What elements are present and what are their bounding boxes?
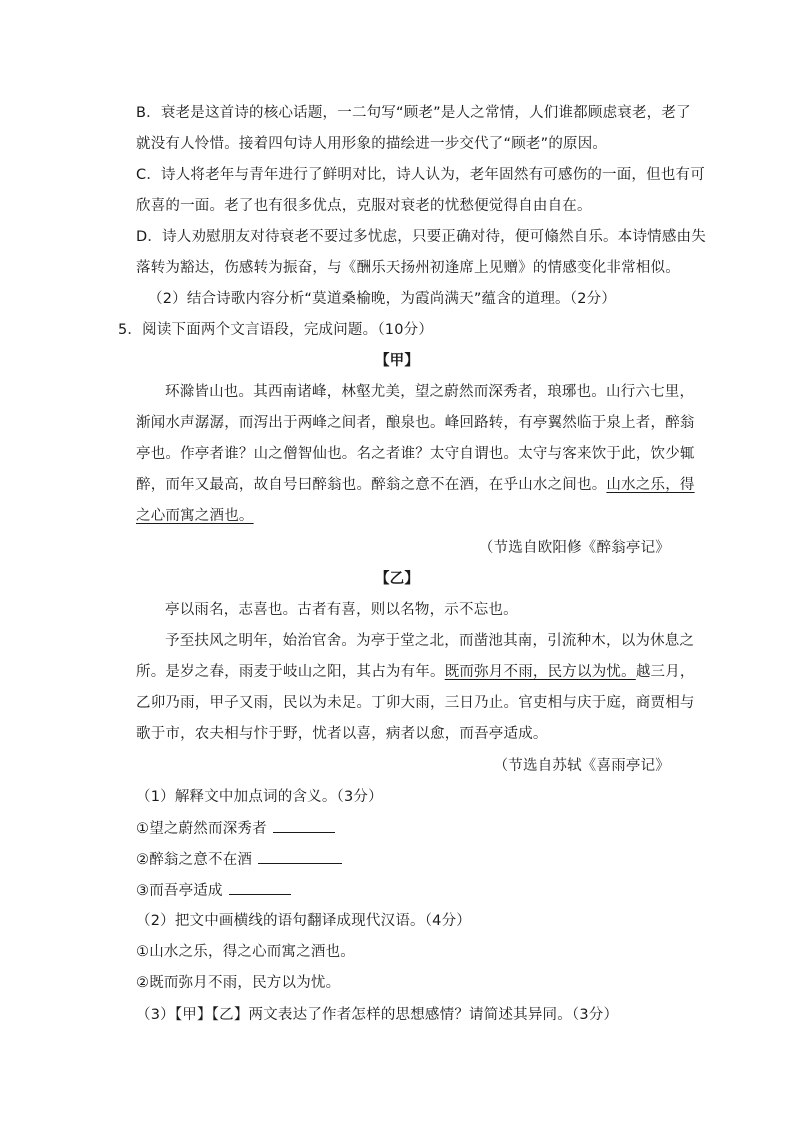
passage-yi-heading: 【乙】 xyxy=(374,571,420,587)
passage-jia-line4-text: 醉，而年又最高，故自号曰醉翁也。醉翁之意不在酒，在乎山水之间也。 xyxy=(136,477,607,493)
passage-jia-heading: 【甲】 xyxy=(374,353,420,369)
option-c-line1: C．诗人将老年与青年进行了鲜明对比，诗人认为，老年固然有可感伤的一面，但也有可 xyxy=(136,167,705,183)
question-4-2: （2）结合诗歌内容分析“莫道桑榆晚，为霞尚满天”蕴含的道理。（2分） xyxy=(148,291,617,307)
passage-jia-line3: 亭也。作亭者谁？山之僧智仙也。名之者谁？太守自谓也。太守与客来饮于此，饮少辄 xyxy=(136,446,695,462)
passage-yi-line4: 乙卯乃雨，甲子又雨，民以为未足。丁卯大雨，三日乃止。官吏相与庆于庭，商贾相与 xyxy=(136,695,695,711)
passage-yi-line3-text: 所。是岁之春，雨麦于岐山之阳，其占为有年。 xyxy=(136,664,445,680)
answer-blank-b[interactable] xyxy=(258,849,342,864)
question-5-2-item-a: ①山水之乐，得之心而寓之酒也。 xyxy=(136,944,355,960)
passage-yi-line3 xyxy=(136,662,695,682)
question-5-title: 5．阅读下面两个文言语段，完成问题。（10分） xyxy=(118,322,434,338)
option-c-line2: 欣喜的一面。老了也有很多优点，克服对衰老的忧愁便觉得自由自在。 xyxy=(136,198,592,214)
underlined-sentence-1b: 之心而寓之酒也。 xyxy=(136,508,254,524)
passage-jia-line4 xyxy=(136,475,695,495)
question-5-2: （2）把文中画横线的语句翻译成现代汉语。（4分） xyxy=(136,913,471,929)
question-5-2-item-b: ②既而弥月不雨，民方以为忧。 xyxy=(136,975,341,991)
passage-jia-line1: 环滁皆山也。其西南诸峰，林壑尤美，望之蔚然而深秀者，琅琊也。山行六七里， xyxy=(165,384,695,400)
item-a-text: ①望之蔚然而深秀者 xyxy=(136,821,267,837)
passage-jia-line2: 渐闻水声潺潺，而泻出于两峰之间者，酿泉也。峰回路转，有亭翼然临于泉上者，醉翁 xyxy=(136,415,695,431)
item-b-text: ②醉翁之意不在酒 xyxy=(136,852,253,868)
passage-yi-source: （节选自苏轼《喜雨亭记》 xyxy=(493,758,670,774)
answer-blank-a[interactable] xyxy=(273,818,335,833)
question-5-1-item-b xyxy=(136,849,342,870)
option-b-line2: 就没有人怜惜。接着四句诗人用形象的描绘进一步交代了“顾老”的原因。 xyxy=(136,136,608,152)
option-b-line1: B．衰老是这首诗的核心话题，一二句写“顾老”是人之常情，人们谁都顾虑衰老，老了 xyxy=(136,105,691,121)
option-d-line2: 落转为豁达，伤感转为振奋，与《酬乐天扬州初逢席上见赠》的情感变化非常相似。 xyxy=(136,260,680,276)
passage-yi-line3-tail: 越三月， xyxy=(635,664,695,680)
passage-yi-line5: 歌于市，农夫相与忭于野，忧者以喜，病者以愈，而吾亭适成。 xyxy=(136,726,548,742)
passage-yi-line1: 亭以雨名，志喜也。古者有喜，则以名物，示不忘也。 xyxy=(165,602,518,618)
question-5-1-item-c xyxy=(136,880,291,901)
question-5-1: （1）解释文中加点词的含义。（3分） xyxy=(136,789,383,805)
item-c-text: ③而吾亭适成 xyxy=(136,883,223,899)
question-5-1-item-a xyxy=(136,818,335,839)
passage-jia-source: （节选自欧阳修《醉翁亭记》 xyxy=(478,540,670,556)
option-d-line1: D．诗人劝慰朋友对待衰老不要过多忧虑，只要正确对待，便可翛然自乐。本诗情感由失 xyxy=(136,229,706,245)
underlined-sentence-1a: 山水之乐，得 xyxy=(606,477,695,493)
passage-yi-line2: 予至扶风之明年，始治官舍。为亭于堂之北，而凿池其南，引流种木，以为休息之 xyxy=(165,633,695,649)
answer-blank-c[interactable] xyxy=(229,880,291,895)
underlined-sentence-2: 既而弥月不雨，民方以为忧。 xyxy=(444,664,636,680)
passage-jia-line5 xyxy=(136,506,254,526)
question-5-3: （3）【甲】【乙】两文表达了作者怎样的思想感情？请简述其异同。（3分） xyxy=(136,1007,619,1023)
